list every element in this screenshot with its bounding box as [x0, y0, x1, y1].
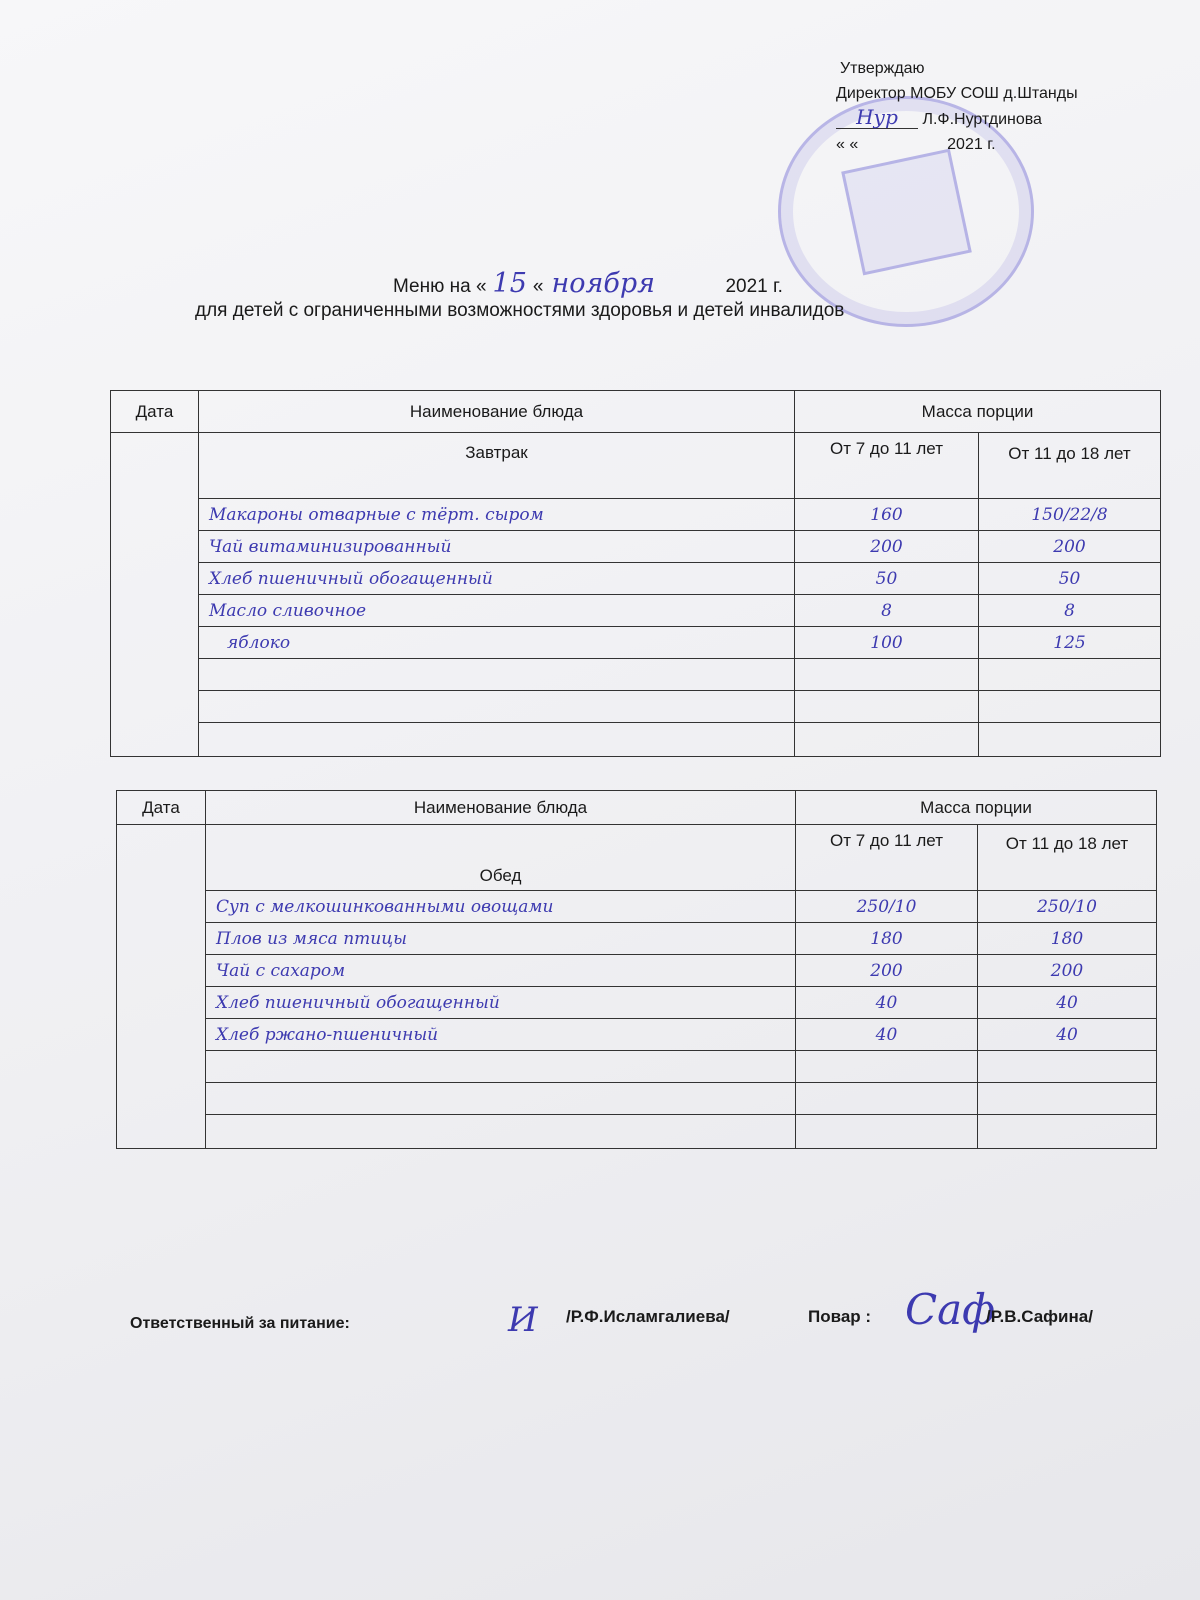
lunch-mass1-2: 180 [796, 923, 978, 955]
breakfast-table [110, 390, 1161, 757]
lunch-mass2-4: 40 [978, 987, 1157, 1019]
breakfast-mass1-8 [795, 723, 979, 757]
responsible-signature: И [508, 1300, 538, 1340]
breakfast-mass2-3: 50 [979, 563, 1161, 595]
title-mid: « [532, 276, 544, 297]
lunch-mass2-7 [978, 1083, 1157, 1115]
breakfast-col-dish: Наименование блюда [199, 391, 795, 433]
approval-signature-line [836, 106, 1176, 132]
lunch-age2: От 11 до 18 лет [978, 825, 1157, 891]
lunch-mass2-3: 200 [978, 955, 1157, 987]
approval-date-line [836, 132, 1176, 157]
lunch-mass2-2: 180 [978, 923, 1157, 955]
breakfast-dish-2: Чай витаминизированный [199, 531, 795, 563]
breakfast-mass2-1: 150/22/8 [979, 499, 1161, 531]
breakfast-age2: От 11 до 18 лет [979, 433, 1161, 499]
stamp-emblem [841, 149, 972, 276]
lunch-dish-1: Суп с мелкошинкованными овощами [206, 891, 796, 923]
lunch-mass1-1: 250/10 [796, 891, 978, 923]
title-month: ноября [551, 268, 656, 299]
title-year: 2021 г. [725, 276, 783, 297]
lunch-dish-4: Хлеб пшеничный обогащенный [206, 987, 796, 1019]
lunch-meal-label: Обед [206, 825, 796, 891]
lunch-mass2-1: 250/10 [978, 891, 1157, 923]
lunch-mass2-6 [978, 1051, 1157, 1083]
lunch-dish-2: Плов из мяса птицы [206, 923, 796, 955]
director-name: Л.Ф.Нуртдинова [922, 111, 1042, 128]
breakfast-dish-4: Масло сливочное [199, 595, 795, 627]
approval-date-quotes: « « [836, 136, 859, 153]
lunch-mass2-8 [978, 1115, 1157, 1149]
approval-line1: Утверждаю [840, 60, 925, 77]
lunch-mass1-6 [796, 1051, 978, 1083]
breakfast-mass2-8 [979, 723, 1161, 757]
breakfast-dish-8 [199, 723, 795, 757]
responsible-name: /Р.Ф.Исламгалиева/ [566, 1307, 730, 1326]
lunch-date-cell [117, 825, 206, 1149]
title-day: 15 [492, 268, 527, 299]
breakfast-mass1-3: 50 [795, 563, 979, 595]
lunch-col-date: Дата [117, 791, 206, 825]
breakfast-dish-6 [199, 659, 795, 691]
lunch-mass2-5: 40 [978, 1019, 1157, 1051]
lunch-dish-5: Хлеб ржано-пшеничный [206, 1019, 796, 1051]
page-title [393, 268, 783, 299]
breakfast-dish-1: Макароны отварные с тёрт. сыром [199, 499, 795, 531]
approval-block [836, 56, 1176, 157]
lunch-dish-8 [206, 1115, 796, 1149]
lunch-mass1-5: 40 [796, 1019, 978, 1051]
lunch-table [116, 790, 1157, 1149]
lunch-mass1-8 [796, 1115, 978, 1149]
breakfast-col-mass: Масса порции [795, 391, 1161, 433]
breakfast-dish-7 [199, 691, 795, 723]
lunch-mass1-3: 200 [796, 955, 978, 987]
breakfast-dish-3: Хлеб пшеничный обогащенный [199, 563, 795, 595]
breakfast-dish-5: яблоко [199, 627, 795, 659]
breakfast-mass2-7 [979, 691, 1161, 723]
breakfast-mass1-7 [795, 691, 979, 723]
breakfast-col-date: Дата [111, 391, 199, 433]
breakfast-mass2-4: 8 [979, 595, 1161, 627]
breakfast-mass2-6 [979, 659, 1161, 691]
lunch-col-dish: Наименование блюда [206, 791, 796, 825]
lunch-dish-6 [206, 1051, 796, 1083]
breakfast-mass1-1: 160 [795, 499, 979, 531]
breakfast-meal-label: Завтрак [199, 433, 795, 499]
cook-label: Повар : [808, 1307, 872, 1326]
page-subtitle: для детей с ограниченными возможностями здоровья и детей инвалидов [195, 300, 845, 321]
lunch-mass1-7 [796, 1083, 978, 1115]
director-signature: Нур [836, 106, 918, 129]
breakfast-mass1-6 [795, 659, 979, 691]
approval-year: 2021 г. [947, 136, 996, 153]
breakfast-mass2-2: 200 [979, 531, 1161, 563]
title-prefix: Меню на « [393, 276, 487, 297]
lunch-dish-3: Чай с сахаром [206, 955, 796, 987]
breakfast-mass2-5: 125 [979, 627, 1161, 659]
breakfast-age1: От 7 до 11 лет [795, 433, 979, 499]
lunch-age1: От 7 до 11 лет [796, 825, 978, 891]
cook-signature: Саф [905, 1285, 996, 1334]
breakfast-date-cell [111, 433, 199, 757]
lunch-dish-7 [206, 1083, 796, 1115]
breakfast-mass1-2: 200 [795, 531, 979, 563]
responsible-label: Ответственный за питание: [130, 1315, 350, 1332]
approval-line2: Директор МОБУ СОШ д.Штанды [836, 85, 1078, 102]
cook-name: /Р.В.Сафина/ [986, 1307, 1093, 1326]
breakfast-mass1-4: 8 [795, 595, 979, 627]
lunch-mass1-4: 40 [796, 987, 978, 1019]
lunch-col-mass: Масса порции [796, 791, 1157, 825]
breakfast-mass1-5: 100 [795, 627, 979, 659]
